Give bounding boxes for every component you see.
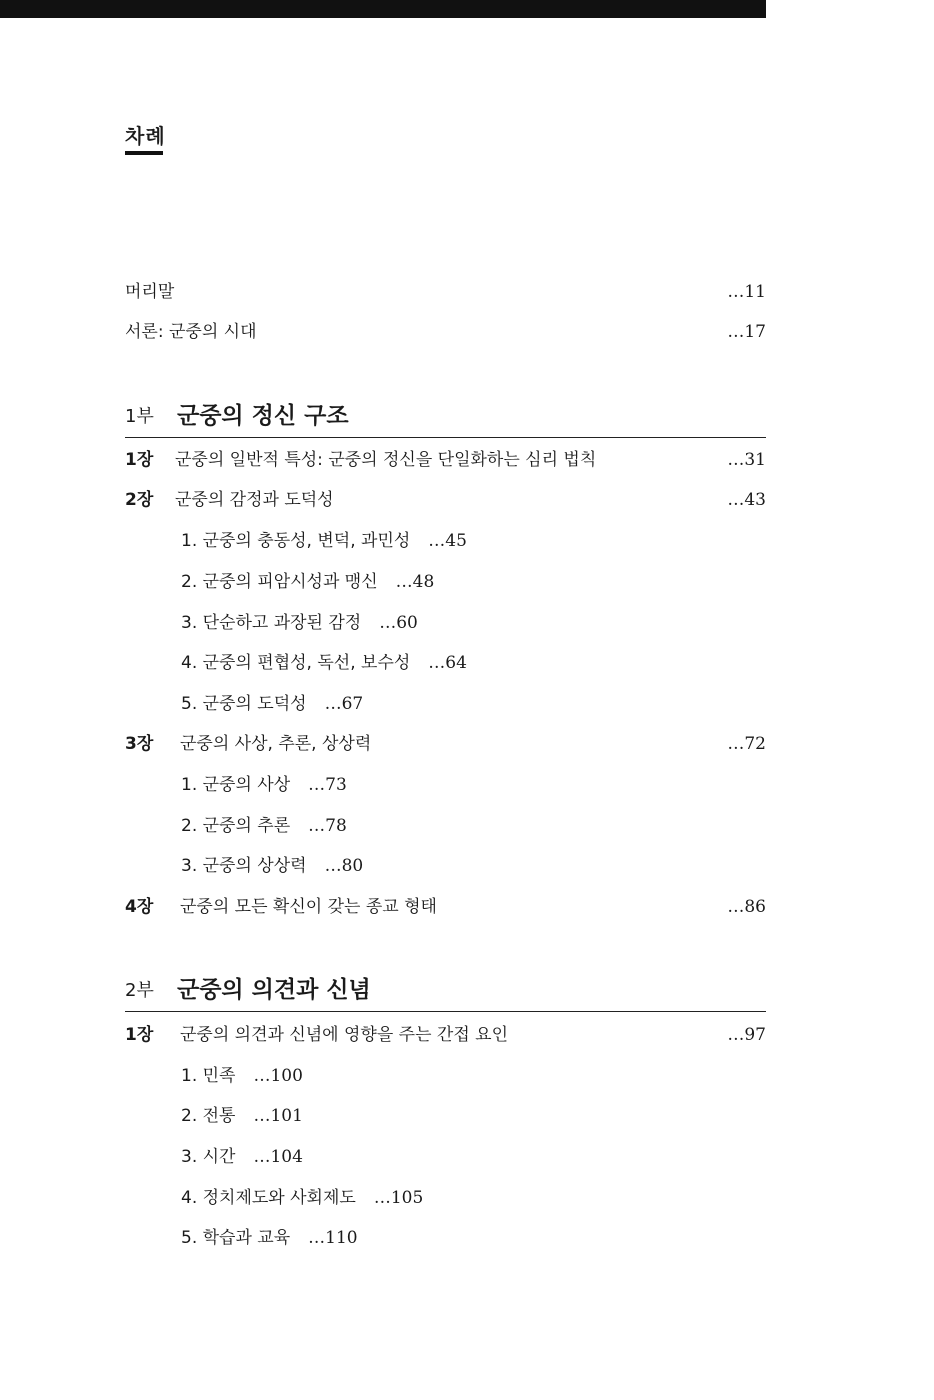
section-entry (181, 526, 467, 556)
entry-page: …11 (727, 282, 766, 302)
chapter-entry (125, 485, 766, 515)
chapter-entry (125, 892, 766, 922)
chapter-number: 3장 (125, 734, 154, 754)
section-page: …73 (308, 775, 347, 795)
section-title: 5. 학습과 교육 (181, 1228, 291, 1248)
section-title: 5. 군중의 도덕성 (181, 694, 307, 714)
section-page: …48 (395, 572, 435, 592)
section-entry (181, 770, 347, 800)
chapter-title: 군중의 일반적 특성: 군중의 정신을 단일화하는 심리 법칙 (175, 450, 597, 470)
chapter-number: 4장 (125, 897, 154, 917)
entry-title: 서론: 군중의 시대 (125, 322, 257, 342)
part-heading-1 (125, 398, 766, 432)
section-page: …78 (308, 816, 347, 836)
section-title: 2. 군중의 추론 (181, 816, 291, 836)
entry-title: 머리말 (125, 282, 175, 302)
section-page: …100 (253, 1066, 303, 1086)
section-entry (181, 608, 418, 638)
section-page: …67 (324, 694, 364, 714)
section-page: …64 (428, 653, 467, 673)
section-entry (181, 1183, 423, 1213)
chapter-number: 1장 (125, 1025, 154, 1045)
part-divider (125, 1011, 766, 1012)
section-title: 2. 전통 (181, 1106, 236, 1126)
part-title: 군중의 의견과 신념 (177, 977, 371, 1003)
section-entry (181, 648, 467, 678)
chapter-number: 2장 (125, 490, 154, 510)
title-underline (125, 151, 163, 155)
chapter-title: 군중의 의견과 신념에 영향을 주는 간접 요인 (180, 1025, 509, 1045)
section-page: …60 (379, 613, 418, 633)
section-title: 3. 단순하고 과장된 감정 (181, 613, 362, 633)
section-title: 3. 시간 (181, 1147, 236, 1167)
chapter-title: 군중의 감정과 도덕성 (175, 490, 334, 510)
section-title: 1. 군중의 사상 (181, 775, 291, 795)
section-entry (181, 811, 347, 841)
section-entry (181, 851, 363, 881)
chapter-title: 군중의 사상, 추론, 상상력 (180, 734, 372, 754)
section-title: 4. 정치제도와 사회제도 (181, 1188, 356, 1208)
chapter-number: 1장 (125, 450, 154, 470)
section-entry (181, 1223, 358, 1253)
toc-entry-introduction (125, 317, 766, 347)
section-entry (181, 567, 434, 597)
chapter-page: …43 (727, 490, 766, 510)
chapter-entry (125, 729, 766, 759)
toc-entry-preface (125, 277, 766, 307)
part-number: 2부 (125, 980, 154, 1001)
top-black-bar (0, 0, 766, 18)
part-number: 1부 (125, 406, 154, 427)
chapter-page: …31 (727, 450, 766, 470)
section-title: 1. 군중의 충동성, 변덕, 과민성 (181, 531, 411, 551)
section-page: …80 (324, 856, 364, 876)
entry-page: …17 (727, 322, 766, 342)
chapter-page: …72 (727, 734, 766, 754)
section-entry (181, 1142, 303, 1172)
chapter-page: …86 (727, 897, 766, 917)
section-entry (181, 1061, 303, 1091)
section-page: …110 (308, 1228, 358, 1248)
section-entry (181, 689, 363, 719)
part-heading-2 (125, 972, 766, 1006)
section-page: …105 (373, 1188, 424, 1208)
section-page: …104 (253, 1147, 303, 1167)
section-entry (181, 1101, 303, 1131)
section-title: 3. 군중의 상상력 (181, 856, 307, 876)
page-title: 차례 (125, 124, 166, 148)
part-title: 군중의 정신 구조 (177, 403, 349, 429)
section-title: 4. 군중의 편협성, 독선, 보수성 (181, 653, 411, 673)
chapter-page: …97 (727, 1025, 766, 1045)
chapter-entry (125, 445, 766, 475)
section-title: 2. 군중의 피암시성과 맹신 (181, 572, 378, 592)
section-title: 1. 민족 (181, 1066, 236, 1086)
chapter-title: 군중의 모든 확신이 갖는 종교 형태 (180, 897, 437, 917)
section-page: …101 (253, 1106, 303, 1126)
part-divider (125, 437, 766, 438)
section-page: …45 (428, 531, 467, 551)
chapter-entry (125, 1020, 766, 1050)
